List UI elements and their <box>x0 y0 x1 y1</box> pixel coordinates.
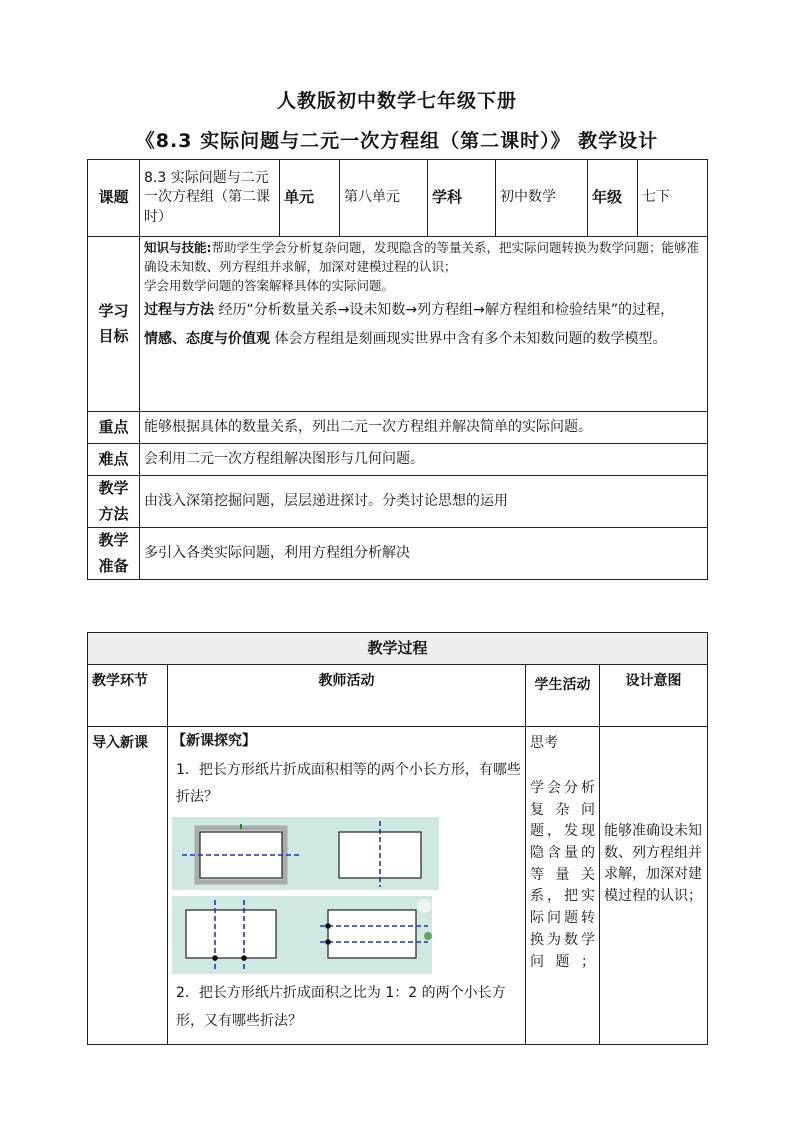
point-d2 <box>325 939 331 945</box>
teacher-activity-cell <box>168 727 526 1045</box>
key-label: 重点 <box>88 412 140 444</box>
key-text: 能够根据具体的数量关系，列出二元一次方程组并解决简单的实际问题。 <box>140 412 708 444</box>
col-teacher-header: 教师活动 <box>168 665 526 727</box>
prep-text: 多引入各类实际问题，利用方程组分析解决 <box>140 528 708 580</box>
process-label: 过程与方法 <box>144 302 214 319</box>
topic-value: 8.3 实际问题与二元一次方程组（第二课时） <box>140 160 280 237</box>
topic-label: 课题 <box>88 160 140 237</box>
stage-cell: 导入新课 <box>88 727 168 1045</box>
student-text: 学会分析复杂问题，发现隐含量的等量关系，把实际问题转换为数学问题； <box>530 780 595 970</box>
student-think: 思考 <box>530 735 558 751</box>
flower-decoration <box>417 899 431 913</box>
process-text: 经历“分析数量关系→设未知数→列方程组→解方程组和检验结果”的过程， <box>218 302 675 319</box>
unit-label: 单元 <box>280 160 340 237</box>
knowledge-label: 知识与技能: <box>144 240 212 255</box>
difficulty-label: 难点 <box>88 444 140 476</box>
fold-figure-top <box>172 817 439 890</box>
point-c1 <box>212 955 218 961</box>
grade-label: 年级 <box>588 160 638 237</box>
question-1: 1．把长方形纸片折成面积相等的两个小长方形，有哪些折法？ <box>176 761 521 805</box>
col-stage-header: 教学环节 <box>88 665 168 727</box>
difficulty-text: 会利用二元一次方程组解决图形与几何问题。 <box>140 444 708 476</box>
leaf-decoration <box>424 932 432 940</box>
intent-cell: 能够准确设未知数、列方程组并求解，加深对建模过程的认识； <box>600 727 708 1045</box>
document-title: 人教版初中数学七年级下册 <box>276 90 517 112</box>
section-title: 【新课探究】 <box>172 733 256 749</box>
emotion-text: 体会方程组是刻画现实世界中含有多个未知数问题的数学模型。 <box>274 330 667 347</box>
subject-label: 学科 <box>428 160 496 237</box>
question-2: 2．把长方形纸片折成面积之比为 1：2 的两个小长方形，又有哪些折法？ <box>176 985 506 1029</box>
method-text: 由浅入深第挖掘问题，层层递进探讨。分类讨论思想的运用 <box>140 476 708 528</box>
process-table <box>87 632 708 1045</box>
student-activity-cell <box>526 727 600 1045</box>
knowledge-text-2: 学会用数学问题的答案解释具体的实际问题。 <box>144 277 395 293</box>
point-c2 <box>241 955 247 961</box>
prep-label: 教学准备 <box>88 528 140 580</box>
rect-c <box>186 910 276 958</box>
method-label: 教学方法 <box>88 476 140 528</box>
info-table <box>87 159 708 580</box>
process-header: 教学过程 <box>88 633 708 665</box>
col-student-header: 学生活动 <box>526 665 600 727</box>
unit-value: 第八单元 <box>340 160 428 237</box>
col-intent-header: 设计意图 <box>600 665 708 727</box>
point-d1 <box>325 923 331 929</box>
knowledge-text: 帮助学生学会分析复杂问题，发现隐含的等量关系，把实际问题转换为数学问题；能够准确设未知数、列方程组并求解，加深对建模过程的认识； <box>144 240 700 274</box>
fold-figure-bottom <box>172 896 432 974</box>
document-subtitle: 《8.3 实际问题与二元一次方程组（第二课时）》 教学设计 <box>135 130 659 152</box>
goals-content <box>140 237 708 412</box>
goals-label: 学习目标 <box>88 237 140 412</box>
grade-value: 七下 <box>638 160 708 237</box>
subject-value: 初中数学 <box>496 160 588 237</box>
rect-d <box>328 910 416 958</box>
emotion-label: 情感、态度与价值观 <box>144 330 270 347</box>
